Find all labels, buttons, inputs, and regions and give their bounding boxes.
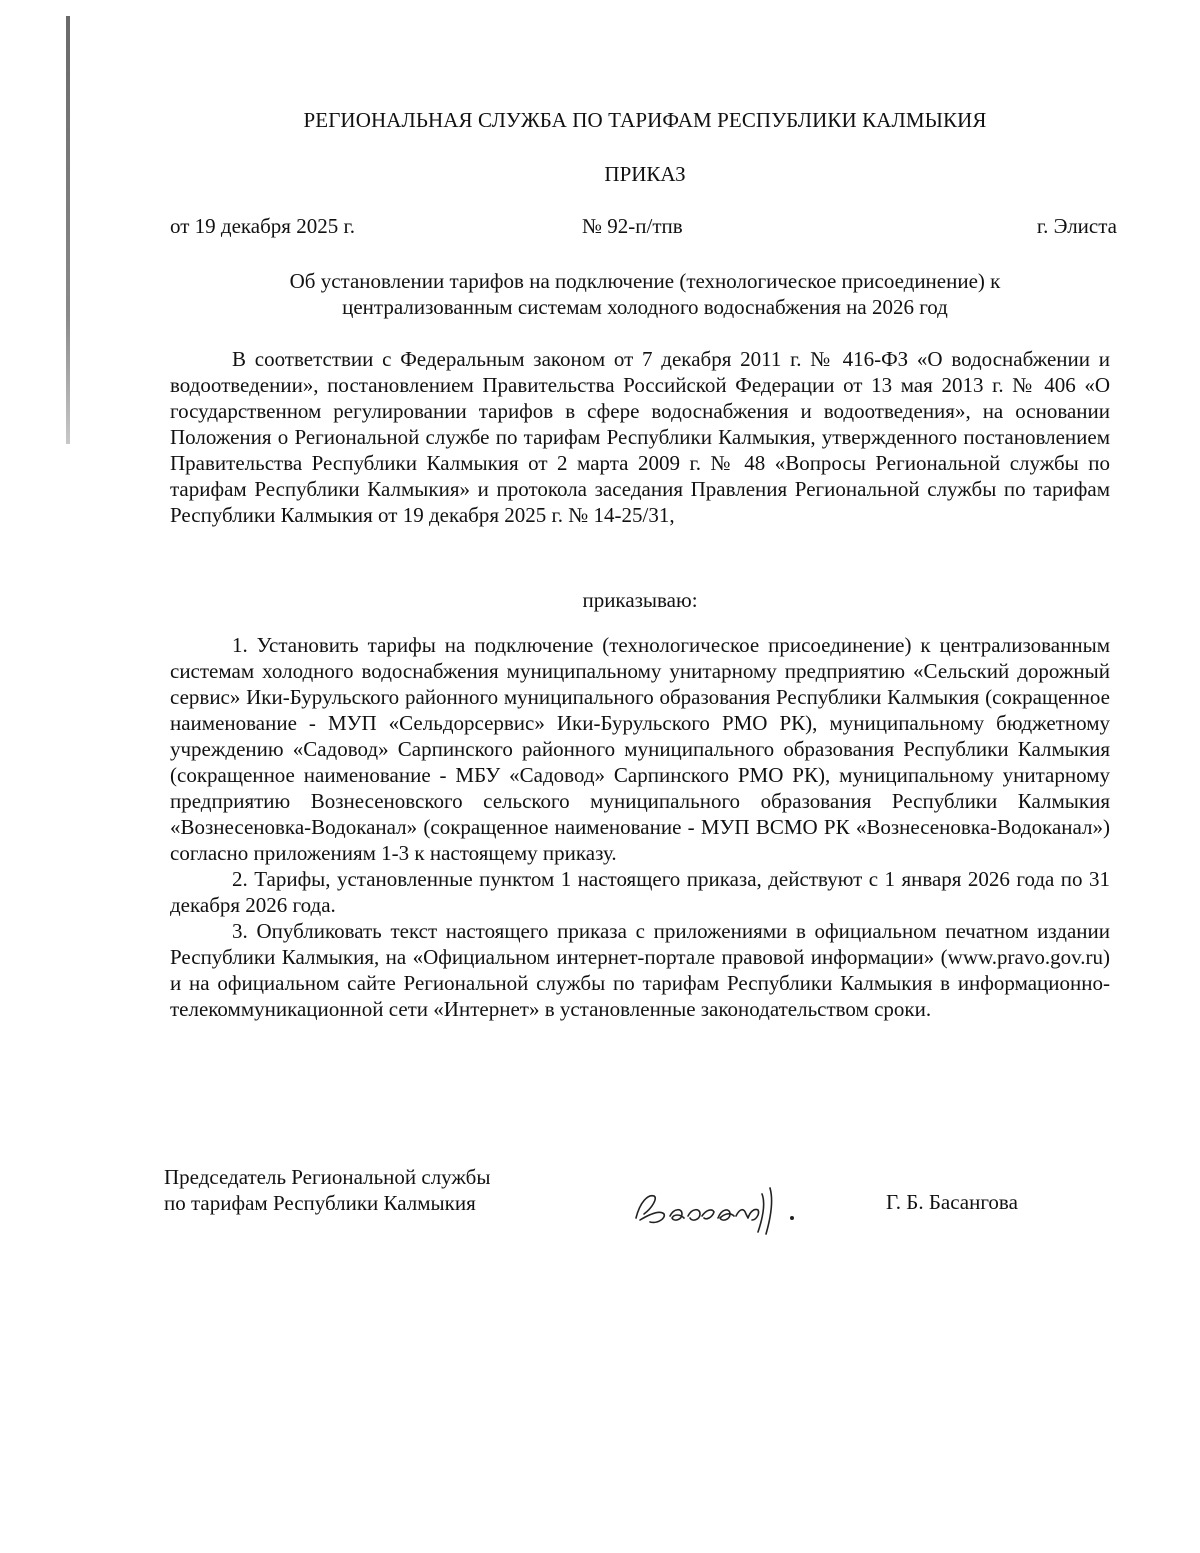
order-item: 3. Опубликовать текст настоящего приказа с приложениями в официальном печатном издании Республики Калмыкия, на «Официальном интернет-портале правовой информации» (www.pravo.gov.ru) и на официальном сайте Региональной службы по тарифам Республики Калмыкия в информационно-телекоммуникационной сети «Интернет» в установленные законодательством сроки. xyxy=(170,919,1110,1021)
document-subject xyxy=(0,268,1200,320)
subject-line: централизованным системам холодного водоснабжения на 2026 год xyxy=(342,295,948,319)
scan-edge-line xyxy=(66,16,70,444)
order-items xyxy=(170,632,1110,1022)
document-date: от 19 декабря 2025 г. xyxy=(170,214,355,238)
document-city: г. Элиста xyxy=(1036,214,1117,238)
order-word: приказываю: xyxy=(582,588,698,612)
order-item: 1. Установить тарифы на подключение (технологическое присоединение) к централизованным системам холодного водоснабжения муниципальному унитарному предприятию «Сельский дорожный сервис» Ики-Бурульского районного муниципального образования Республики Калмыкия (сокращенное наименование - МУП «Сельдорсервис» Ики-Бурульского РМО РК), муниципальному бюджетному учреждению «Садовод» Сарпинского районного муниципального образования Республики Калмыкия (сокращенное наименование - МБУ «Садовод» Сарпинского РМО РК), муниципальному унитарному предприятию Вознесеновского сельского муниципального образования Республики Калмыкия «Вознесеновка-Водоканал» (сокращенное наименование - МУП ВСМО РК «Вознесеновка-Водоканал») согласно приложениям 1-3 к настоящему приказу. xyxy=(170,633,1110,865)
signatory-position-line: Председатель Региональной службы xyxy=(164,1165,491,1189)
subject-line: Об установлении тарифов на подключение (технологическое присоединение) к xyxy=(289,269,1001,293)
document-title: ПРИКАЗ xyxy=(604,162,686,186)
preamble-paragraph: В соответствии с Федеральным законом от 7 декабря 2011 г. № 416-ФЗ «О водоснабжении и водоотведении», постановлением Правительства Российской Федерации от 13 мая 2013 г. № 406 «О государственном регулировании тарифов в сфере водоснабжения и водоотведения», на основании Положения о Региональной службе по тарифам Республики Калмыкия, утвержденного постановлением Правительства Республики Калмыкия от 2 марта 2009 г. № 48 «Вопросы Региональной службы по тарифам Республики Калмыкия» и протокола заседания Правления Региональной службы по тарифам Республики Калмыкия от 19 декабря 2025 г. № 14-25/31, xyxy=(170,347,1110,527)
document-number: № 92-п/тпв xyxy=(582,214,683,238)
signatory-name: Г. Б. Басангова xyxy=(886,1190,1018,1214)
document-meta-row xyxy=(170,214,1117,242)
organization-header: РЕГИОНАЛЬНАЯ СЛУЖБА ПО ТАРИФАМ РЕСПУБЛИКИ КАЛМЫКИЯ xyxy=(303,108,987,132)
signatory-position-line: по тарифам Республики Калмыкия xyxy=(164,1191,476,1215)
signatory-position xyxy=(164,1164,490,1216)
order-item: 2. Тарифы, установленные пунктом 1 настоящего приказа, действуют с 1 января 2026 года по 31 декабря 2026 года. xyxy=(170,867,1110,917)
handwritten-signature-icon xyxy=(630,1180,850,1240)
